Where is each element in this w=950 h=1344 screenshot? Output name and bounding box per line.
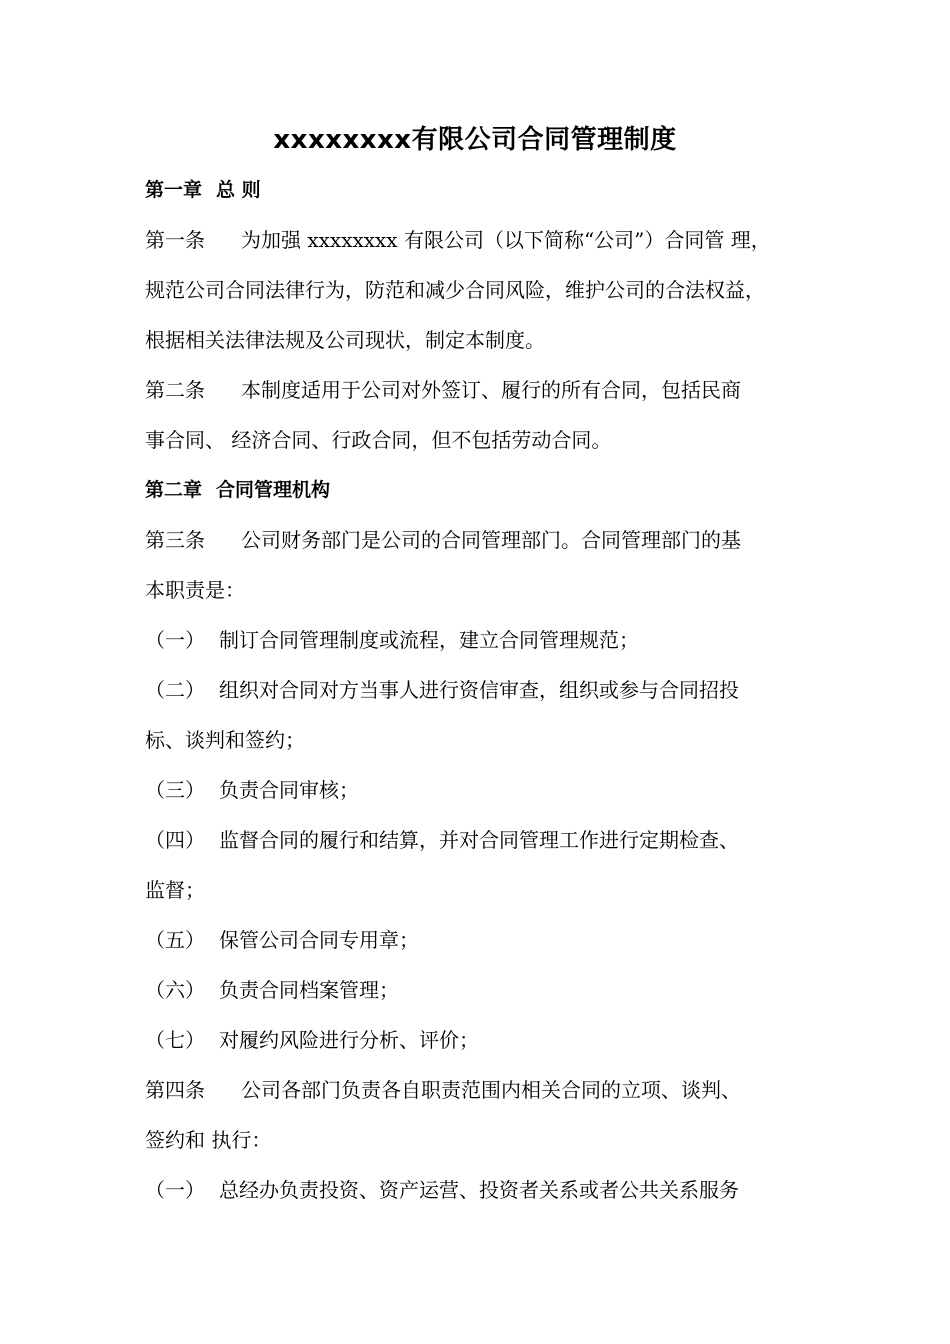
article-paragraph [145,375,810,405]
list-marker: （五） [145,928,205,952]
chapter-heading [145,475,810,505]
chapter-title: 合同管理机构 [216,479,331,501]
list-item-text: 总经办负责投资、资产运营、投资者关系或者公共关系服务 [219,1178,739,1202]
article-text: 本制度适用于公司对外签订、履行的所有合同，包括民商 [241,378,741,402]
paragraph-line: 签约和 执行： [145,1128,272,1152]
document-title: xxxxxxxx有限公司合同管理制度 [273,125,677,155]
list-item-text: 组织对合同对方当事人进行资信审查，组织或参与合同招投 [219,678,739,702]
article-text: 为加强 xxxxxxxx 有限公司（以下简称“公司”）合同管 理， [241,228,771,252]
list-marker: （三） [145,778,205,802]
chapter-title: 总 则 [216,179,261,201]
list-item [145,775,810,805]
list-marker: （六） [145,978,205,1002]
article-number: 第一条 [145,228,205,252]
list-item [145,975,810,1005]
article-number: 第二条 [145,378,205,402]
article-text: 公司财务部门是公司的合同管理部门。合同管理部门的基 [241,528,741,552]
list-marker: （一） [145,1178,205,1202]
list-item-text: 监督合同的履行和结算，并对合同管理工作进行定期检查、 [219,828,739,852]
list-marker: （一） [145,628,205,652]
paragraph-line: 事合同、 经济合同、行政合同，但不包括劳动合同。 [145,428,612,452]
list-item-text: 负责合同档案管理； [219,978,399,1002]
paragraph-line: 本职责是： [145,578,245,602]
list-item-text: 保管公司合同专用章； [219,928,419,952]
list-item [145,625,810,655]
list-item [145,675,810,705]
chapter-number: 第二章 [145,479,203,501]
article-text: 公司各部门负责各自职责范围内相关合同的立项、谈判、 [241,1078,741,1102]
list-marker: （二） [145,678,205,702]
list-item-text: 对履约风险进行分析、评价； [219,1028,479,1052]
chapter-number: 第一章 [145,179,203,201]
list-item [145,1175,810,1205]
list-marker: （七） [145,1028,205,1052]
article-paragraph [145,1075,810,1105]
list-item [145,825,810,855]
article-paragraph [145,225,810,255]
list-marker: （四） [145,828,205,852]
list-item-text: 制订合同管理制度或流程，建立合同管理规范； [219,628,639,652]
paragraph-line: 根据相关法律法规及公司现状，制定本制度。 [145,328,545,352]
chapter-heading [145,175,810,205]
article-number: 第四条 [145,1078,205,1102]
list-item-text: 负责合同审核； [219,778,359,802]
paragraph-line: 标、谈判和签约； [145,728,305,752]
list-item [145,1025,810,1055]
article-number: 第三条 [145,528,205,552]
paragraph-line: 规范公司合同法律行为，防范和减少合同风险，维护公司的合法权益， [145,278,765,302]
article-paragraph [145,525,810,555]
paragraph-line: 监督； [145,878,205,902]
list-item [145,925,810,955]
